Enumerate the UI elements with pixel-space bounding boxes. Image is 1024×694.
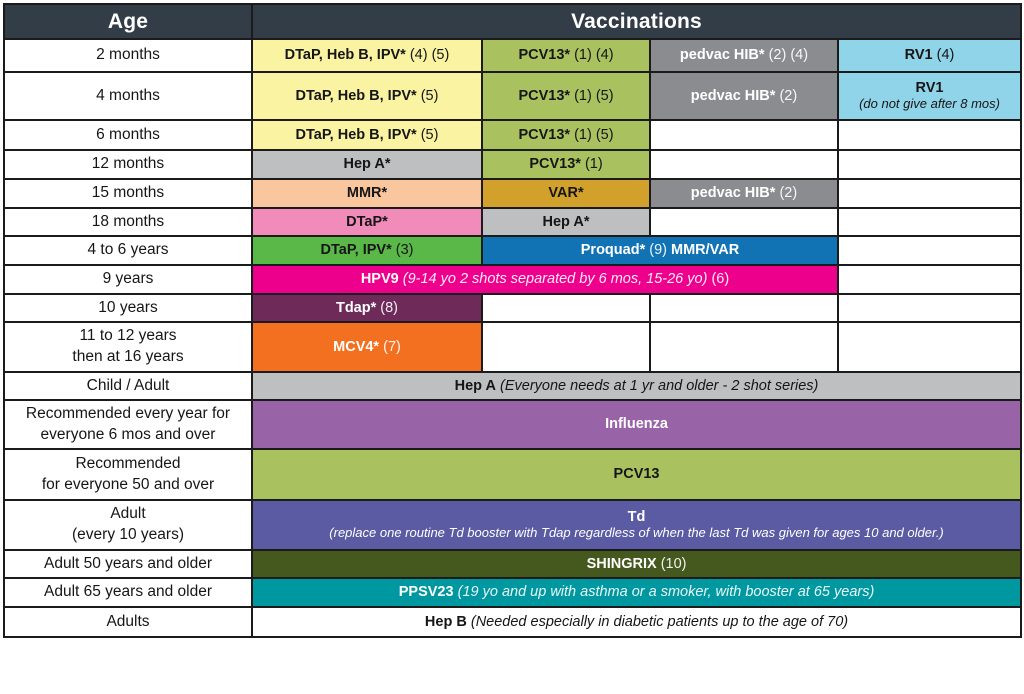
vaccine-note: (Needed especially in diabetic patients up to the age of 70) — [470, 613, 849, 630]
empty-cell — [838, 294, 1021, 322]
age-cell: 6 months — [4, 120, 252, 150]
vaccine-cell — [252, 208, 482, 236]
vaccine-name: Tdap* — [335, 299, 377, 316]
age-column-header: Age — [4, 4, 252, 39]
vaccine-cell — [252, 236, 482, 265]
vaccine-note: (Everyone needs at 1 yr and older - 2 shot series) — [500, 377, 819, 394]
vaccine-ref: (9) — [649, 242, 667, 259]
vaccine-cell — [482, 39, 650, 72]
age-line-2: everyone 6 mos and over — [40, 425, 216, 443]
vaccine-name: PCV13* — [529, 156, 581, 173]
vaccine-cell — [252, 500, 1021, 550]
vaccine-cell — [650, 72, 838, 120]
vaccine-name: SHINGRIX — [586, 555, 657, 572]
vaccine-name: Td — [627, 508, 646, 525]
vaccine-note: (19 yo and up with asthma or a smoker, with booster at 65 years) — [457, 584, 875, 601]
vaccine-cell — [482, 120, 650, 150]
row-adult-50-and-older — [4, 550, 1021, 578]
vaccine-name: MCV4* — [333, 338, 380, 355]
row-18-months — [4, 208, 1021, 236]
age-cell: 4 months — [4, 72, 252, 120]
vaccine-note: (do not give after 8 mos) — [859, 96, 1000, 112]
empty-cell — [650, 322, 838, 372]
vaccine-name: Hep A — [454, 377, 496, 394]
empty-cell — [838, 179, 1021, 208]
vaccine-ref: (1) (5) — [574, 87, 614, 104]
vaccine-cell — [482, 150, 650, 179]
vaccine-ref: (1) — [584, 156, 603, 173]
vaccine-cell — [252, 607, 1021, 637]
vaccine-ref: (1) (4) — [574, 47, 614, 64]
empty-cell — [838, 120, 1021, 150]
vaccine-cell — [252, 72, 482, 120]
vaccine-name: DTaP* — [346, 213, 388, 230]
vaccine-ref: (10) — [660, 555, 687, 572]
empty-cell — [650, 208, 838, 236]
age-cell: 2 months — [4, 39, 252, 72]
row-15-months — [4, 179, 1021, 208]
vaccine-ref: (8) — [380, 299, 399, 316]
age-cell: Adults — [4, 607, 252, 637]
vaccine-name: RV1 — [904, 47, 933, 64]
vaccine-ref: (6) — [711, 271, 730, 288]
vaccine-name: DTaP, Heb B, IPV* — [295, 87, 417, 104]
vaccine-name: pedvac HIB* — [690, 87, 776, 104]
row-recommended-50-and-over — [4, 449, 1021, 500]
vaccine-cell — [252, 322, 482, 372]
vaccine-cell — [482, 208, 650, 236]
vaccine-name: Hep A* — [542, 213, 590, 230]
empty-cell — [650, 150, 838, 179]
vaccine-name: pedvac HIB* — [690, 185, 776, 202]
empty-cell — [838, 236, 1021, 265]
vaccine-name: DTaP, Heb B, IPV* — [295, 126, 417, 143]
row-9-years — [4, 265, 1021, 294]
vaccine-cell — [482, 72, 650, 120]
vaccine-cell — [252, 294, 482, 322]
row-11-to-12-years — [4, 322, 1021, 372]
age-cell: Adult 65 years and older — [4, 578, 252, 607]
age-line-1: 11 to 12 years — [79, 327, 177, 345]
age-line-1: Recommended every year for — [25, 404, 231, 422]
vaccine-ref: (5) — [420, 87, 439, 104]
vaccine-ref: (4) — [936, 47, 955, 64]
vaccinations-column-header: Vaccinations — [252, 4, 1021, 39]
vaccine-name: Hep B — [424, 613, 467, 630]
empty-cell — [838, 208, 1021, 236]
vaccine-cell — [482, 236, 838, 265]
vaccine-name: Hep A* — [343, 156, 391, 173]
row-2-months — [4, 39, 1021, 72]
age-cell: 15 months — [4, 179, 252, 208]
vaccine-ref: (2) — [779, 87, 798, 104]
vaccine-ref: (2) (4) — [768, 47, 809, 64]
age-cell: Child / Adult — [4, 372, 252, 400]
age-line-2: then at 16 years — [72, 348, 184, 365]
vaccine-name: DTaP, Heb B, IPV* — [284, 47, 406, 64]
age-cell: Adult 50 years and older — [4, 550, 252, 578]
row-10-years — [4, 294, 1021, 322]
vaccine-name: VAR* — [548, 185, 584, 202]
age-cell — [4, 400, 252, 449]
row-adult-every-10-years — [4, 500, 1021, 550]
vaccine-name: PPSV23 — [398, 584, 454, 601]
vaccine-name: RV1 — [915, 79, 944, 96]
vaccine-name: PCV13* — [518, 47, 571, 64]
age-line-1: Adult — [110, 505, 146, 523]
row-4-months — [4, 72, 1021, 120]
vaccine-cell — [838, 72, 1021, 120]
empty-cell — [650, 294, 838, 322]
vaccine-ref: (5) — [420, 126, 439, 143]
empty-cell — [838, 150, 1021, 179]
vaccination-schedule-table — [3, 3, 1022, 638]
vaccine-note: (replace one routine Td booster with Tdap regardless of when the last Td was given for ages 10 and older.) — [329, 525, 944, 541]
vaccine-name: PCV13* — [518, 126, 571, 143]
vaccine-cell — [252, 179, 482, 208]
row-adults — [4, 607, 1021, 637]
vaccine-cell — [252, 400, 1021, 449]
age-cell: 12 months — [4, 150, 252, 179]
vaccine-cell — [650, 179, 838, 208]
age-line-2: for everyone 50 and over — [41, 475, 215, 493]
vaccine-cell — [650, 39, 838, 72]
header-row — [4, 4, 1021, 39]
vaccine-name: DTaP, IPV* — [320, 242, 392, 259]
empty-cell — [482, 322, 650, 372]
age-cell: 10 years — [4, 294, 252, 322]
age-cell — [4, 449, 252, 500]
vaccine-cell — [482, 179, 650, 208]
vaccine-name: HPV9 — [360, 271, 399, 288]
age-line-2: (every 10 years) — [72, 526, 184, 543]
vaccine-cell — [252, 550, 1021, 578]
vaccine-ref: (7) — [383, 338, 401, 355]
vaccine-name: Proquad* — [580, 242, 646, 259]
vaccine-name-secondary: MMR/VAR — [671, 242, 740, 259]
empty-cell — [482, 294, 650, 322]
empty-cell — [838, 322, 1021, 372]
empty-cell — [650, 120, 838, 150]
vaccine-cell — [252, 120, 482, 150]
vaccine-ref: (2) — [779, 185, 798, 202]
vaccine-cell — [252, 265, 838, 294]
age-cell: 4 to 6 years — [4, 236, 252, 265]
row-12-months — [4, 150, 1021, 179]
vaccine-cell — [252, 150, 482, 179]
row-6-months — [4, 120, 1021, 150]
vaccine-cell — [252, 39, 482, 72]
vaccine-ref: (1) (5) — [574, 126, 614, 143]
age-line-1: Recommended — [75, 454, 181, 472]
row-adult-65-and-older — [4, 578, 1021, 607]
empty-cell — [838, 265, 1021, 294]
vaccine-name: pedvac HIB* — [679, 47, 765, 64]
vaccine-cell — [838, 39, 1021, 72]
age-cell — [4, 322, 252, 372]
vaccine-ref: (4) (5) — [409, 47, 450, 64]
vaccine-note: (9-14 yo 2 shots separated by 6 mos, 15-26 yo) — [402, 271, 708, 288]
vaccine-name: MMR* — [346, 185, 388, 202]
vaccine-ref: (3) — [395, 242, 414, 259]
age-cell: 9 years — [4, 265, 252, 294]
vaccine-name: PCV13* — [518, 87, 571, 104]
vaccine-cell — [252, 372, 1021, 400]
vaccine-name: Influenza — [605, 416, 668, 433]
vaccine-cell — [252, 578, 1021, 607]
age-cell — [4, 500, 252, 550]
row-4-to-6-years — [4, 236, 1021, 265]
vaccine-cell — [252, 449, 1021, 500]
age-cell: 18 months — [4, 208, 252, 236]
row-recommended-every-year — [4, 400, 1021, 449]
row-child-adult — [4, 372, 1021, 400]
vaccine-name: PCV13 — [613, 466, 660, 483]
